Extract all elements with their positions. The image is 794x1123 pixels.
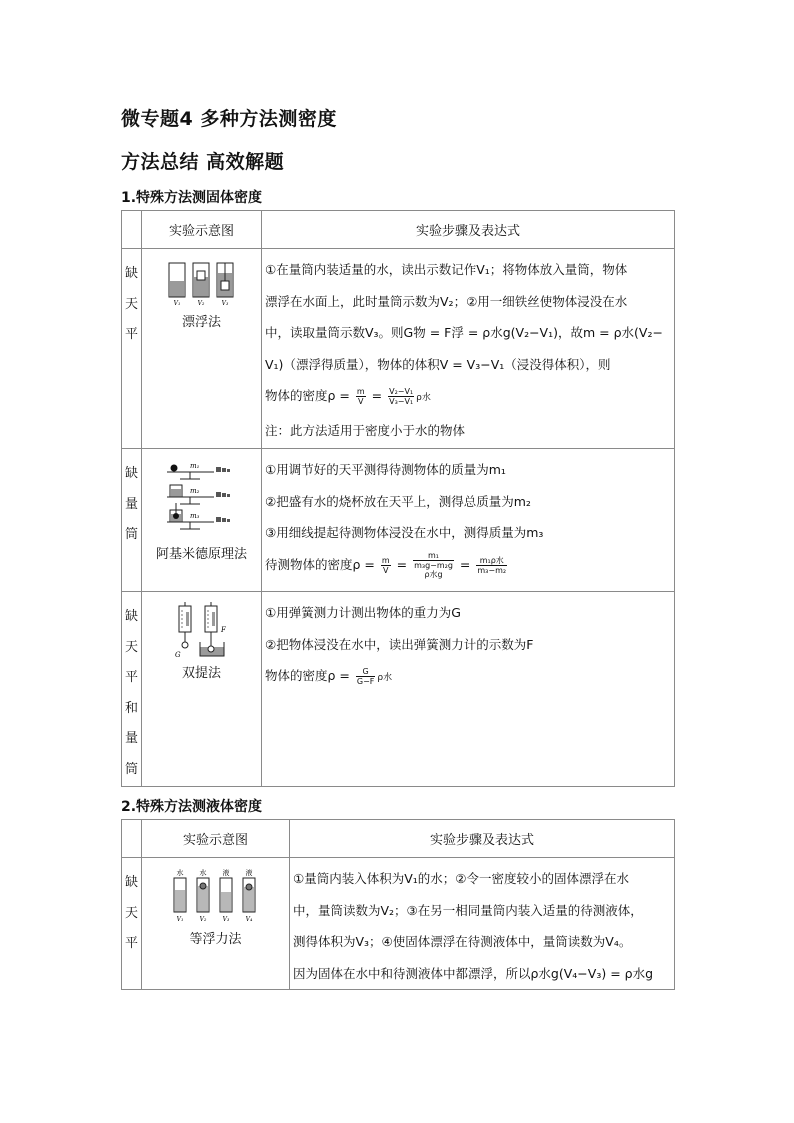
- step-line: 测得体积为V₃；④使固体漂浮在待测液体中，量筒读数为V₄。: [293, 934, 632, 949]
- diagram-label: 液: [222, 869, 229, 877]
- equal-buoyancy-diagram: [170, 868, 262, 924]
- diagram-label: V₃: [221, 300, 228, 307]
- method-name: 漂浮法: [181, 315, 221, 330]
- steps-cell: [290, 858, 675, 990]
- table-row: [122, 592, 675, 787]
- formula-line: 待测物体的密度ρ = $\frac{m}{V}$ = m₁ m₃g−m₂g ρ水g = $\frac{\text{m₁ρ水}}{\text{m₃−m₂}}$: [265, 551, 507, 579]
- step-line: 中，读取量筒示数V₃。则G物 = F浮 = ρ水g(V₂−V₁)，故m = ρ水(V₂−: [265, 325, 663, 340]
- formula-line: 物体的密度ρ = $\frac{m}{V}$ = $\frac{\text{V₂−V₁}}{\text{V₃−V₁}}$ ρ水: [265, 387, 431, 406]
- method-name: 双提法: [181, 666, 221, 681]
- step-line: 因为固体在水中和待测液体中都漂浮，所以ρ水g(V₄−V₃) = ρ水g: [293, 965, 654, 981]
- section-heading: 1.特殊方法测固体密度: [121, 190, 263, 206]
- header-steps: 实验步骤及表达式: [290, 820, 675, 858]
- header-cell: [122, 211, 142, 249]
- diagram-label: 水: [199, 869, 206, 877]
- diagram-label: m₃: [189, 512, 199, 520]
- header-steps: 实验步骤及表达式: [262, 211, 675, 249]
- fraction: $\frac{\text{V₂−V₁}}{\text{V₃−V₁}}$: [389, 387, 414, 406]
- step-line: ①量筒内装入体积为V₁的水；②令一密度较小的固体漂浮在水: [293, 871, 629, 886]
- table-row: [122, 449, 675, 592]
- fraction: $\frac{m}{V}$: [381, 555, 390, 575]
- fraction: $\frac{m}{V}$: [356, 387, 365, 406]
- diagram-label: V₁: [173, 300, 180, 307]
- method-name: 等浮力法: [189, 932, 242, 947]
- steps-cell: [262, 592, 675, 787]
- diagram-label: V₂: [199, 916, 206, 923]
- fraction: $\frac{G}{G-F}$: [356, 667, 375, 686]
- solid-density-table: [121, 210, 675, 787]
- category-cell: 缺 天 平: [122, 249, 142, 449]
- step-line: ①用调节好的天平测得待测物体的质量为m₁: [265, 462, 506, 477]
- header-diagram: 实验示意图: [142, 820, 290, 858]
- steps-cell: [262, 449, 675, 592]
- step-line: 中，量筒读数为V₂；③在另一相同量筒内装入适量的待测液体，: [293, 902, 643, 918]
- header-cell: [122, 820, 142, 858]
- fraction: $\frac{\text{m₁ρ水}}{\text{m₃−m₂}}$: [477, 555, 507, 575]
- spring-scale-diagram: [172, 602, 232, 658]
- category-cell: 缺 量 筒: [122, 449, 142, 592]
- step-line: 漂浮在水面上，此时量筒示数为V₂；②用一细铁丝使物体浸没在水: [265, 293, 628, 309]
- section-heading: 2.特殊方法测液体密度: [121, 799, 263, 815]
- diagram-cell: [142, 449, 262, 592]
- table-row: [122, 858, 675, 990]
- steps-cell: [262, 249, 675, 449]
- diagram-cell: [142, 249, 262, 449]
- header-diagram: 实验示意图: [142, 211, 262, 249]
- diagram-label: m₂: [189, 487, 199, 495]
- step-line: ①用弹簧测力计测出物体的重力为G: [265, 605, 461, 620]
- diagram-label: V₁: [176, 916, 183, 923]
- diagram-label: V₄: [245, 916, 252, 923]
- table-row: [122, 249, 675, 449]
- liquid-density-table: [121, 819, 675, 990]
- fraction: m₁ m₃g−m₂g ρ水g: [414, 551, 453, 579]
- step-line: ①在量筒内装适量的水，读出示数记作V₁；将物体放入量筒，物体: [265, 262, 628, 277]
- step-line: ③用细线提起待测物体浸没在水中，测得质量为m₃: [265, 525, 544, 540]
- diagram-label: m₁: [189, 462, 199, 470]
- diagram-cell: [142, 858, 290, 990]
- diagram-label: F: [220, 626, 226, 634]
- page-title: 微专题4 多种方法测密度: [121, 108, 337, 130]
- diagram-label: V₃: [222, 916, 229, 923]
- diagram-label: V₂: [197, 300, 204, 307]
- category-cell: 缺 天 平 和 量 筒: [122, 592, 142, 787]
- balance-diagram: [162, 459, 242, 539]
- cylinder-float-diagram: [162, 259, 242, 307]
- diagram-label: 液: [245, 869, 252, 877]
- diagram-cell: [142, 592, 262, 787]
- diagram-label: 水: [176, 869, 183, 877]
- step-line: V₁)（漂浮得质量），物体的体积V = V₃−V₁（浸没得体积），则: [265, 356, 611, 372]
- page-subtitle: 方法总结 高效解题: [121, 151, 285, 173]
- formula-line: 物体的密度ρ = $\frac{G}{G-F}$ ρ水: [265, 667, 393, 686]
- step-line: ②把盛有水的烧杯放在天平上，测得总质量为m₂: [265, 493, 531, 509]
- step-line: ②把物体浸没在水中，读出弹簧测力计的示数为F: [265, 636, 534, 652]
- category-cell: 缺 天 平: [122, 858, 142, 990]
- diagram-label: G: [174, 651, 181, 658]
- method-name: 阿基米德原理法: [155, 547, 247, 562]
- note-line: 注：此方法适用于密度小于水的物体: [265, 422, 466, 438]
